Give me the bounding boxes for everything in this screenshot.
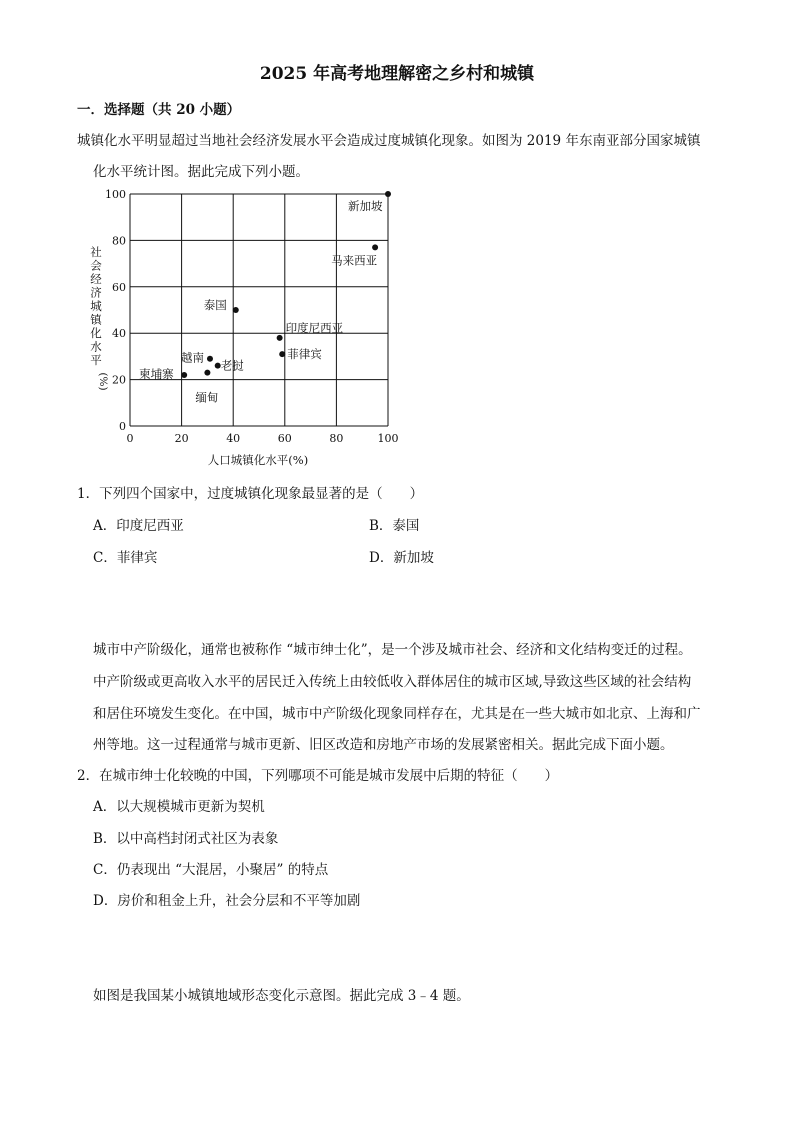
y-label-char: 济 <box>90 285 102 300</box>
intro1-line2: 化水平统计图。据此完成下列小题。 <box>93 164 309 180</box>
y-tick-label: 60 <box>112 280 126 294</box>
y-label-char: 镇 <box>90 312 102 327</box>
y-label-char: 会 <box>90 258 102 273</box>
data-point <box>207 356 213 362</box>
y-label-char: 化 <box>90 326 102 340</box>
data-label: 新加坡 <box>348 199 383 213</box>
intro1-line1: 城镇化水平明显超过当地社会经济发展水平会造成过度城镇化现象。如图为 2019 年东南亚部分国家城镇 <box>77 133 701 149</box>
y-tick-label: 80 <box>112 234 126 248</box>
intro2-line2: 中产阶级或更高收入水平的居民迁入传统上由较低收入群体居住的城市区域,导致这些区域的社会结构 <box>93 674 692 690</box>
data-label: 越南 <box>180 350 204 365</box>
y-label-char: 水 <box>90 339 102 354</box>
data-point <box>233 307 239 313</box>
x-tick-label: 40 <box>226 432 241 445</box>
y-tick-label: 40 <box>112 327 126 341</box>
y-label-unit: (%) <box>97 372 109 391</box>
data-point <box>385 191 391 197</box>
page-title: 2025 年高考地理解密之乡村和城镇 <box>259 64 535 84</box>
y-axis-label <box>90 245 109 391</box>
intro2-line3: 和居住环境发生变化。在中国，城市中产阶级化现象同样存在，尤其是在一些大城市如北京、上海和广 <box>93 706 701 722</box>
x-tick-label: 20 <box>174 432 189 445</box>
intro3: 如图是我国某小城镇地域形态变化示意图。据此完成 3﹣4 题。 <box>93 988 470 1004</box>
data-point <box>372 244 378 250</box>
data-point <box>277 335 283 341</box>
y-tick-label: 20 <box>112 373 126 387</box>
y-tick-label: 100 <box>105 188 126 201</box>
q2-option-d[interactable]: D．房价和租金上升，社会分层和不平等加剧 <box>93 893 361 909</box>
y-tick-label: 0 <box>119 420 126 433</box>
chart-points <box>139 191 391 405</box>
x-tick-label: 80 <box>329 432 344 445</box>
data-label: 泰国 <box>203 298 227 312</box>
x-tick-label: 100 <box>377 432 399 445</box>
intro2-line4: 州等地。这一过程通常与城市更新、旧区改造和房地产市场的发展紧密相关。据此完成下面小题。 <box>93 737 674 753</box>
q1-stem: 1．下列四个国家中，过度城镇化现象最显著的是（ ） <box>77 486 424 502</box>
data-label: 印度尼西亚 <box>285 320 344 335</box>
y-label-char: 社 <box>90 245 102 259</box>
data-point <box>279 351 285 357</box>
data-label: 马来西亚 <box>331 253 378 268</box>
data-label: 柬埔寨 <box>139 366 174 381</box>
section-heading: 一．选择题（共 20 小题） <box>77 102 241 118</box>
chart-grid <box>130 194 388 426</box>
data-label: 菲律宾 <box>287 347 322 362</box>
q2-option-b[interactable]: B．以中高档封闭式社区为表象 <box>93 831 279 847</box>
q2-option-a[interactable]: A．以大规模城市更新为契机 <box>93 799 265 815</box>
x-axis-label: 人口城镇化水平(%) <box>207 453 309 467</box>
data-point <box>181 372 187 378</box>
x-tick-label: 60 <box>277 432 292 445</box>
y-label-char: 城 <box>90 299 102 313</box>
data-label: 缅甸 <box>195 390 219 405</box>
y-label-char: 经 <box>90 272 102 286</box>
urbanization-scatter-chart <box>86 186 406 471</box>
y-label-char: 平 <box>90 353 102 367</box>
data-point <box>204 370 210 376</box>
chart-ticks <box>105 188 399 445</box>
q1-option-b[interactable]: B．泰国 <box>369 518 420 534</box>
q1-option-c[interactable]: C．菲律宾 <box>93 550 158 566</box>
q1-option-d[interactable]: D．新加坡 <box>369 550 434 566</box>
q1-option-a[interactable]: A．印度尼西亚 <box>93 518 184 534</box>
intro2-line1: 城市中产阶级化，通常也被称作 “城市绅士化”，是一个涉及城市社会、经济和文化结构变迁的过程。 <box>93 642 692 658</box>
q2-option-c[interactable]: C．仍表现出 “大混居，小聚居” 的特点 <box>93 862 329 878</box>
q2-stem: 2．在城市绅士化较晚的中国，下列哪项不可能是城市发展中后期的特征（ ） <box>77 768 559 784</box>
x-tick-label: 0 <box>126 432 134 445</box>
data-label: 老挝 <box>220 358 244 373</box>
